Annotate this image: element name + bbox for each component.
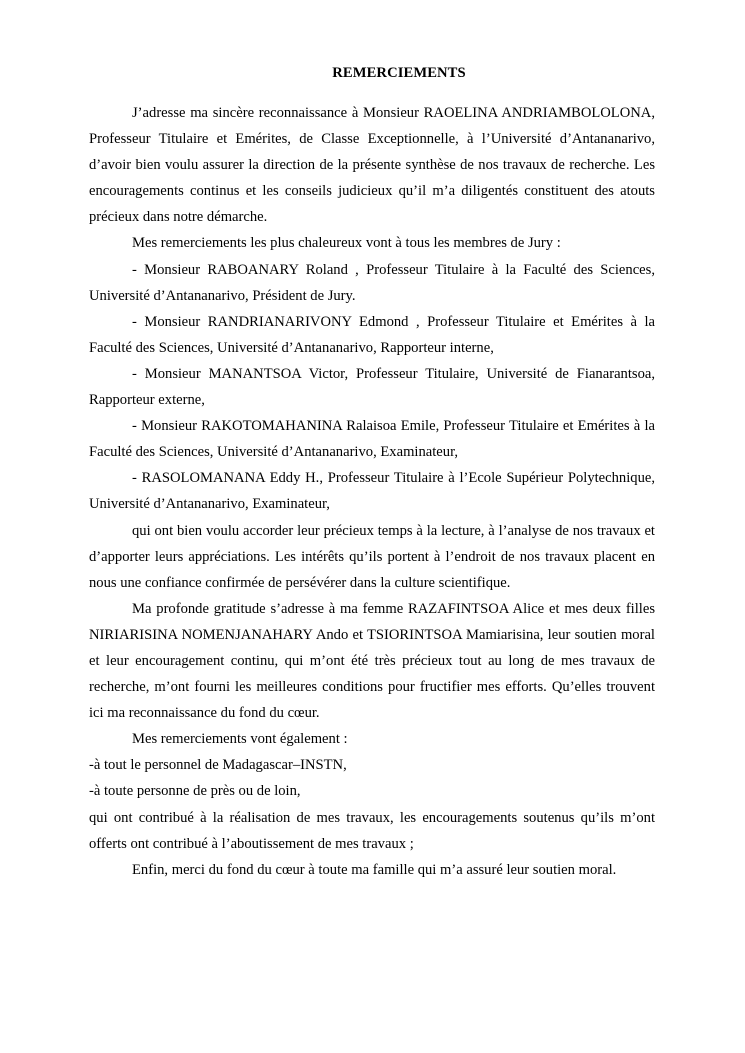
- list-item-everyone: -à toute personne de près ou de loin,: [89, 783, 301, 800]
- paragraph-director-thanks: J’adresse ma sincère reconnaissance à Monsieur RAOELINA ANDRIAMBOLOLONA, Professeur Titulaire et Emérites, de Classe Exceptionnelle, à l’Université d’Antananarivo, d’avoir bien voulu assurer la direction de la présente synthèse de nos travaux de recherche. Les encouragements continus et les conseils judicieux qu’il m’a diligentés constituent des atouts précieux dans notre démarche.: [89, 105, 655, 226]
- jury-member-internal-rapporteur: - Monsieur RANDRIANARIVONY Edmond , Professeur Titulaire et Emérites à la Faculté des Sciences, Université d’Antananarivo, Rapporteur interne,: [89, 313, 655, 356]
- jury-member-examiner-2: - RASOLOMANANA Eddy H., Professeur Titulaire à l’Ecole Supérieur Polytechnique, Université d’Antananarivo, Examinateur,: [89, 470, 655, 513]
- paragraph-contributors: qui ont contribué à la réalisation de mes travaux, les encouragements soutenus qu’ils m’ont offerts ont contribué à l’aboutissement de mes travaux ;: [89, 809, 655, 852]
- page-title: REMERCIEMENTS: [332, 65, 466, 81]
- paragraph-family-gratitude: Ma profonde gratitude s’adresse à ma femme RAZAFINTSOA Alice et mes deux filles NIRIARISINA NOMENJANAHARY Ando et TSIORINTSOA Mamiarisina, leur soutien moral et leur encouragement continu, qui m’ont été très précieux tout au long de mes travaux de recherche, m’ont fourni les meilleures conditions pour fructifier mes efforts. Qu’elles trouvent ici ma reconnaissance du fond du cœur.: [89, 600, 655, 722]
- paragraph-jury-appreciation: qui ont bien voulu accorder leur précieux temps à la lecture, à l’analyse de nos travaux et d’apporter leurs appréciations. Les intérêts qu’ils portent à l’endroit de nos travaux placent en nous une confiance confirmée de persévérer dans la culture scientifique.: [89, 522, 655, 591]
- paragraph-jury-intro: Mes remerciements les plus chaleureux vont à tous les membres de Jury :: [132, 235, 561, 252]
- document-page: [89, 60, 655, 883]
- list-item-instn-staff: -à tout le personnel de Madagascar–INSTN,: [89, 757, 347, 774]
- jury-member-president: - Monsieur RABOANARY Roland , Professeur Titulaire à la Faculté des Sciences, Université d’Antananarivo, Président de Jury.: [89, 261, 655, 304]
- paragraph-family-closing: Enfin, merci du fond du cœur à toute ma famille qui m’a assuré leur soutien moral.: [132, 861, 617, 878]
- jury-member-external-rapporteur: - Monsieur MANANTSOA Victor, Professeur Titulaire, Université de Fianarantsoa, Rapporteur externe,: [89, 365, 655, 409]
- paragraph-also-thanks: Mes remerciements vont également :: [132, 731, 348, 748]
- jury-member-examiner-1: - Monsieur RAKOTOMAHANINA Ralaisoa Emile, Professeur Titulaire et Emérites à la Faculté des Sciences, Université d’Antananarivo, Examinateur,: [89, 418, 655, 461]
